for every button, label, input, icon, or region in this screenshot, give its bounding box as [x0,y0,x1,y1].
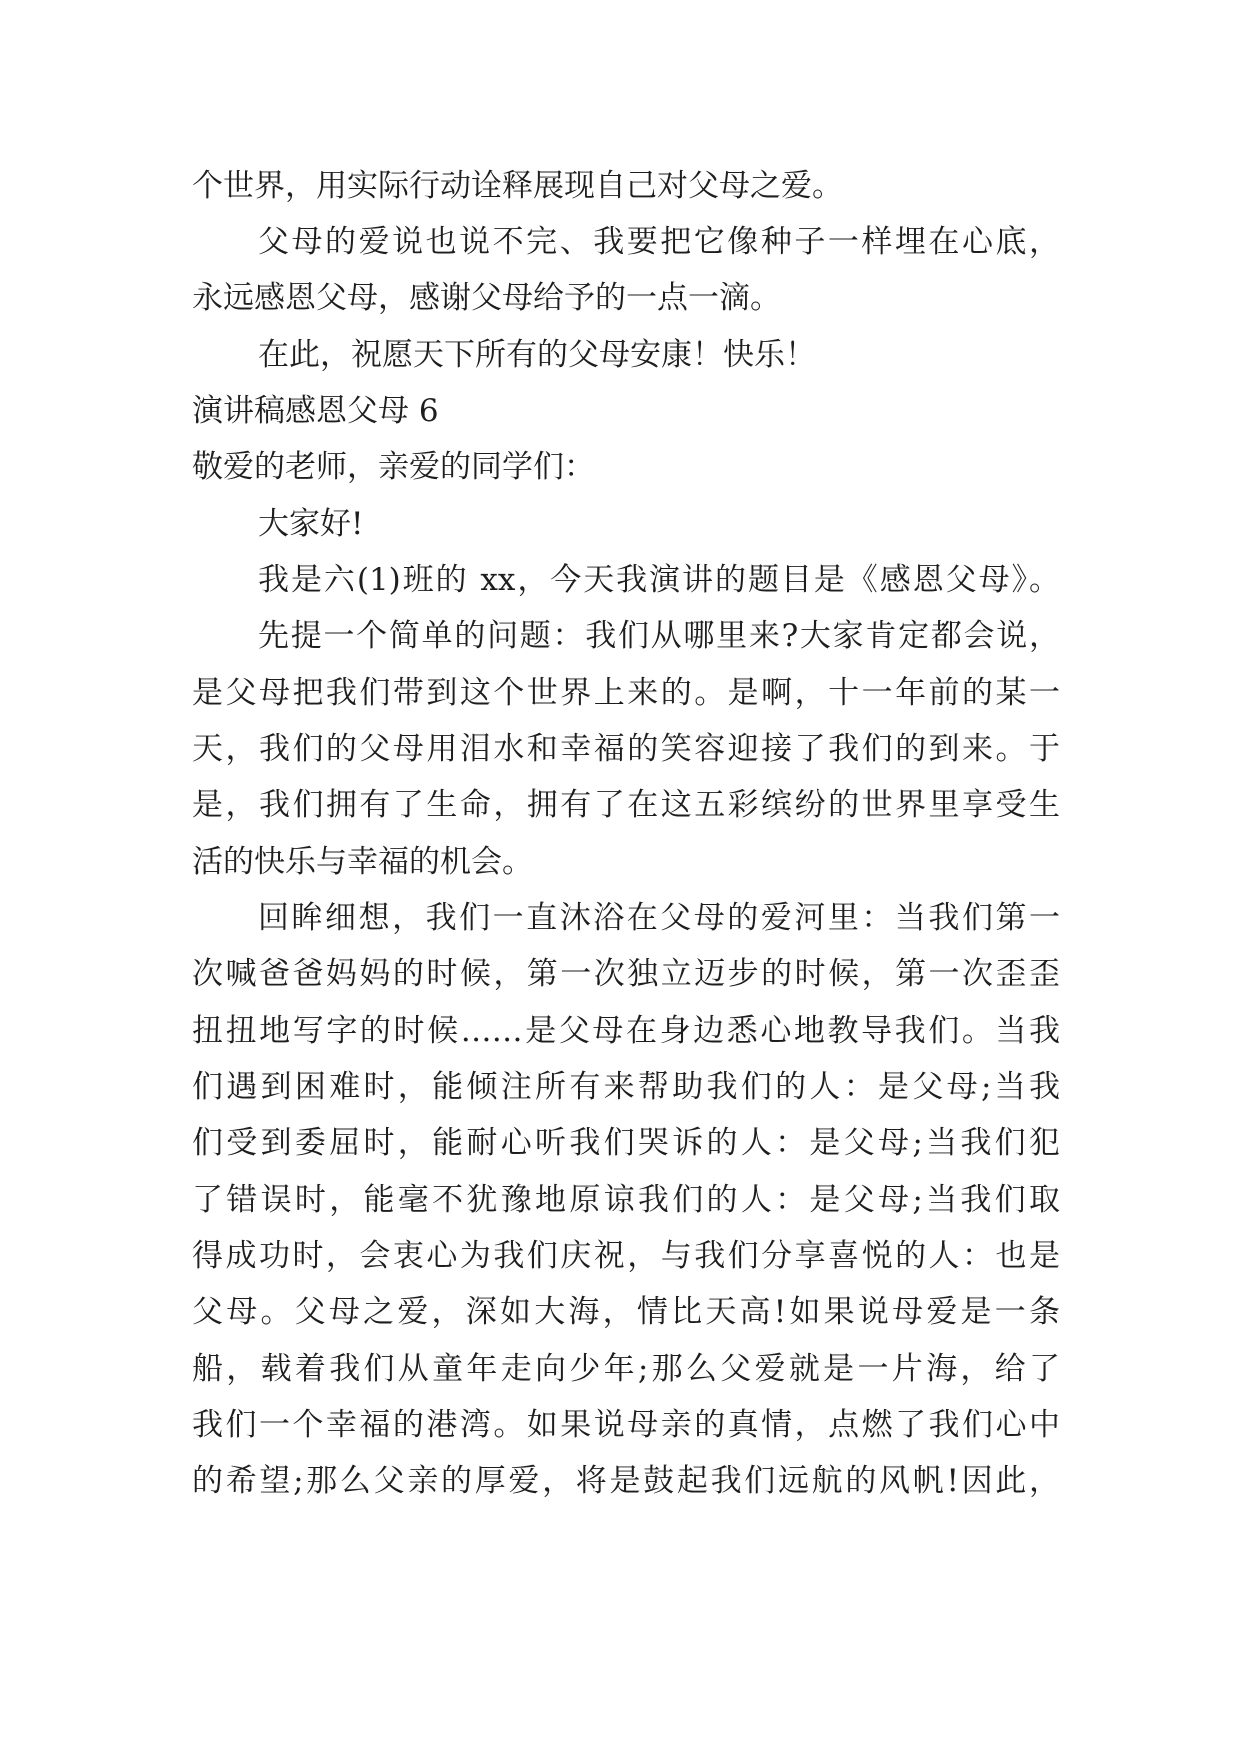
text-line: 是父母把我们带到这个世界上来的。是啊，十一年前的某一 [192,675,1060,711]
text-line: 父母。父母之爱，深如大海，情比天高!如果说母爱是一条 [192,1294,1060,1330]
text-line: 我们一个幸福的港湾。如果说母亲的真情，点燃了我们心中 [192,1407,1060,1443]
text-line: 们遇到困难时，能倾注所有来帮助我们的人：是父母;当我 [192,1069,1060,1105]
text-line: 们受到委屈时，能耐心听我们哭诉的人：是父母;当我们犯 [192,1125,1060,1161]
text-line: 次喊爸爸妈妈的时候，第一次独立迈步的时候，第一次歪歪 [192,956,1060,992]
salutation: 敬爱的老师，亲爱的同学们： [192,449,595,485]
text-line: 永远感恩父母，感谢父母给予的一点一滴。 [192,280,781,316]
text-line: 个世界，用实际行动诠释展现自己对父母之爱。 [192,168,843,204]
text-line: 的希望;那么父亲的厚爱，将是鼓起我们远航的风帆!因此， [192,1463,1060,1499]
text-line: 扭扭地写字的时候……是父母在身边悉心地教导我们。当我 [192,1013,1060,1049]
text-line: 船，载着我们从童年走向少年;那么父爱就是一片海，给了 [192,1351,1060,1387]
text-line: 在此，祝愿天下所有的父母安康！快乐！ [258,337,816,373]
greeting: 大家好! [258,506,364,542]
text-line: 我是六(1)班的 xx，今天我演讲的题目是《感恩父母》。 [258,562,1060,598]
text-line: 了错误时，能毫不犹豫地原谅我们的人：是父母;当我们取 [192,1182,1060,1218]
text-line: 天，我们的父母用泪水和幸福的笑容迎接了我们的到来。于 [192,731,1060,767]
text-line: 先提一个简单的问题：我们从哪里来?大家肯定都会说， [258,618,1060,654]
section-heading: 演讲稿感恩父母 6 [192,393,439,429]
text-line: 得成功时，会衷心为我们庆祝，与我们分享喜悦的人：也是 [192,1238,1060,1274]
text-line: 活的快乐与幸福的机会。 [192,844,533,880]
text-line: 父母的爱说也说不完、我要把它像种子一样埋在心底， [258,224,1060,260]
text-line: 回眸细想，我们一直沐浴在父母的爱河里：当我们第一 [258,900,1060,936]
text-line: 是，我们拥有了生命，拥有了在这五彩缤纷的世界里享受生 [192,787,1060,823]
